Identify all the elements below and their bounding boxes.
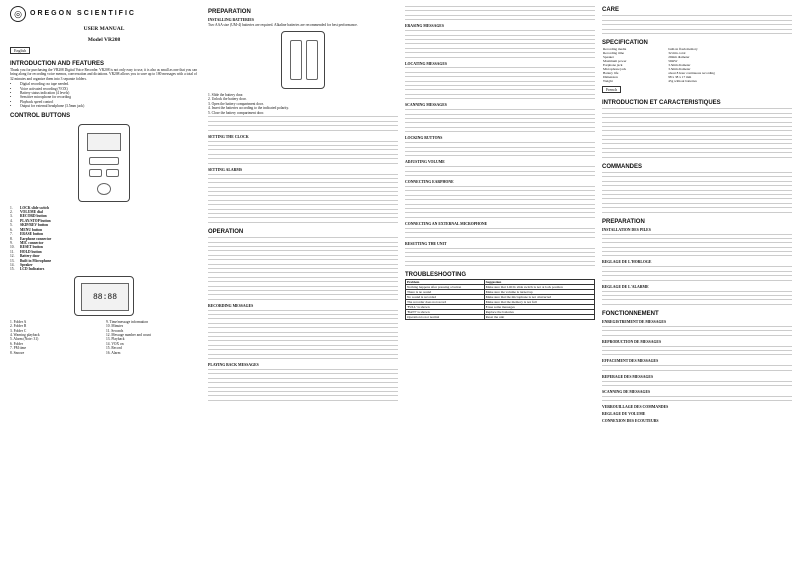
diagram-button xyxy=(89,157,119,165)
column-3 xyxy=(405,0,595,567)
fr-operation-heading: FONCTIONNEMENT xyxy=(602,310,659,317)
lock-heading: LOCKING BUTTONS xyxy=(405,136,443,141)
legend-item: 14. VOX on xyxy=(106,341,124,346)
legend-item: 6. Folder xyxy=(10,341,23,346)
list-item: 2. Unlock the battery door. xyxy=(208,97,247,102)
troubleshooting-table xyxy=(405,279,595,320)
table-row: Speaker 20mm diameter xyxy=(603,54,690,59)
locate-heading: LOCATING MESSAGES xyxy=(405,61,448,66)
fr-preparation-heading: PREPARATION xyxy=(602,218,645,225)
body-text-block xyxy=(208,174,398,225)
fr-earphone-heading: CONNEXION DES ECOUTEURS xyxy=(602,418,659,423)
body-text-block xyxy=(602,365,792,372)
playback-heading: PLAYING BACK MESSAGES xyxy=(208,362,259,367)
table-row: 'FULL' is shown Erase some messages xyxy=(406,305,595,310)
volume-heading: ADJUSTING VOLUME xyxy=(405,160,445,165)
list-item: 7. ERASE button xyxy=(10,232,44,237)
table-row: Weight 45g without batteries xyxy=(603,78,697,83)
table-header: Problem xyxy=(406,280,485,285)
fr-clock-heading: REGLAGE DE L'HORLOGE xyxy=(602,260,652,265)
body-text-block xyxy=(602,266,792,282)
lcd-legend xyxy=(10,320,198,355)
diagram-button xyxy=(89,169,102,177)
lcd-screen xyxy=(87,133,121,151)
language-badge-fr: French xyxy=(602,86,621,93)
fr-alarm-heading: REGLAGE DE L'ALARME xyxy=(602,284,649,289)
body-text-block xyxy=(208,310,398,361)
body-text-block xyxy=(405,67,595,101)
list-item: 6. MENU button xyxy=(10,227,43,232)
body-text-block xyxy=(405,30,595,59)
legend-item: 3. Folder C xyxy=(10,328,27,333)
fr-install-heading: INSTALLATION DES PILES xyxy=(602,227,651,232)
list-item: • Voice activated recording (VOX) xyxy=(10,86,68,91)
recording-heading: RECORDING MESSAGES xyxy=(208,303,254,308)
body-text-block xyxy=(405,6,595,22)
table-row: Microphone jack 3.5mm diameter xyxy=(603,66,691,71)
body-text-block xyxy=(405,248,595,269)
list-item: 8. Earphone connector xyxy=(10,236,52,241)
intro-text: Thank you for purchasing the VR208 Digital Voice Recorder. VR208 is not only easy to use, it is also as small as one that you can bring along for recording voice memos, conversation and dictations. VR208 allows you to save up to 180 messages with a total of 32 minutes and organize them into 3 separate folders. xyxy=(10,68,198,81)
table-row: Earphone jack 3.5mm diameter xyxy=(603,62,691,67)
list-item: 10. RESET button xyxy=(10,245,43,250)
legend-item: 12. Message number and count xyxy=(106,332,151,337)
body-text-block xyxy=(405,142,595,158)
clock-heading: SETTING THE CLOCK xyxy=(208,134,249,139)
list-item: 3. Open the battery compartment door. xyxy=(208,101,264,106)
fr-scan-heading: SCANNING DE MESSAGES xyxy=(602,390,651,395)
table-row: Maximum power 50mW xyxy=(603,58,678,63)
fr-intro-heading: INTRODUCTION ET CARACTERISTIQUES xyxy=(602,99,721,106)
brand-logo xyxy=(10,6,198,22)
fr-recording-heading: ENREGISTREMENT DE MESSAGES xyxy=(602,319,667,324)
body-text-block xyxy=(602,381,792,388)
list-item: 3. RECORD button xyxy=(10,214,47,219)
table-row: 'BATT' is shown Replace the batteries xyxy=(406,310,595,315)
list-item: 12. Battery door xyxy=(10,254,40,259)
legend-item: 11. Seconds xyxy=(106,328,124,333)
legend-item: 4. Warning playback xyxy=(10,332,40,337)
list-item: • Digital recording: no tape needed. xyxy=(10,82,69,87)
scan-heading: SCANNING MESSAGES xyxy=(405,103,447,108)
list-item: 5. Close the battery compartment door. xyxy=(208,110,264,115)
lcd-digits: 88:88 xyxy=(81,283,129,311)
legend-item: 13. Playback xyxy=(106,337,125,342)
list-item: • Output for external headphone (3.5mm jack) xyxy=(10,104,85,109)
recorder-front-diagram xyxy=(78,124,130,202)
body-text-block xyxy=(602,234,792,259)
control-list xyxy=(10,206,198,272)
list-item: 1. Slide the battery door. xyxy=(208,93,244,97)
column-1 xyxy=(10,0,198,567)
legend-item: 5. Alarm (Note: 31) xyxy=(10,337,39,342)
lcd-diagram xyxy=(74,276,134,316)
diagram-button xyxy=(106,169,119,177)
alarm-heading: SETTING ALARMS xyxy=(208,167,243,172)
table-header: Suggestion xyxy=(484,280,594,285)
body-text-block xyxy=(602,291,792,307)
table-row: Nothing happens after pressing a button Make sure that LOCK slide switch is not at lock position xyxy=(406,285,595,290)
fr-locate-heading: REPERAGE DES MESSAGES xyxy=(602,374,654,379)
legend-item: 10. Minutes xyxy=(106,324,124,329)
fr-volume-heading: REGLAGE DU VOLUME xyxy=(602,412,646,417)
globe-icon: ◎ xyxy=(10,6,26,22)
body-text-block xyxy=(602,172,792,215)
body-text-block xyxy=(602,346,792,358)
preparation-heading: PREPARATION xyxy=(208,9,251,15)
fr-playback-heading: REPRODUCTION DE MESSAGES xyxy=(602,339,662,344)
legend-item: 7. PM time xyxy=(10,346,27,351)
legend-item: 9. Time/message information xyxy=(106,319,149,324)
manual-title: USER MANUAL xyxy=(83,26,125,32)
list-item: 15. LCD Indicators xyxy=(10,267,45,272)
table-row: Recording media built-in flash memory xyxy=(603,46,698,51)
body-text-block xyxy=(208,237,398,301)
earphone-heading: CONNECTING EARPHONE xyxy=(405,180,454,185)
legend-item: 15. Record xyxy=(106,346,122,351)
battery-diagram xyxy=(281,31,325,89)
battery-cell xyxy=(306,40,318,80)
legend-item: 8. Snooze xyxy=(10,350,25,355)
list-item: • Battery status indication (4 levels) xyxy=(10,91,70,96)
feature-list xyxy=(10,82,198,108)
controls-heading: CONTROL BUTTONS xyxy=(10,112,71,119)
list-item: 5. SKIP/REV button xyxy=(10,223,48,228)
body-text-block xyxy=(602,108,792,159)
troubleshooting-heading: TROUBLESHOOTING xyxy=(405,272,466,279)
brand-name: OREGON SCIENTIFIC xyxy=(30,10,136,17)
table-row: Dimension 98 x 38 x 17 mm xyxy=(603,74,692,79)
table-row: No sound is recorded Make sure that the microphone is not obstructed xyxy=(406,295,595,300)
list-item: 14. Speaker xyxy=(10,262,33,267)
legend-item: 16. Alarm xyxy=(106,350,121,355)
fr-erase-heading: EFFACEMENT DES MESSAGES xyxy=(602,359,659,364)
language-badge-en: English xyxy=(10,47,30,54)
install-steps xyxy=(208,93,398,115)
body-text-block xyxy=(405,109,595,134)
legend-item: 1. Folder A xyxy=(10,319,27,324)
body-text-block xyxy=(208,369,398,403)
body-text-block xyxy=(208,141,398,166)
intro-heading: INTRODUCTION AND FEATURES xyxy=(10,61,104,67)
list-item: 9. MIC connector xyxy=(10,240,44,245)
install-text: Two AAA size (UM-4) batteries are required. Alkaline batteries are recommended for best performance. xyxy=(208,22,358,27)
body-text-block xyxy=(602,326,792,338)
install-heading: INSTALLING BATTERIES xyxy=(208,18,254,22)
microphone-heading: CONNECTING AN EXTERNAL MICROPHONE xyxy=(405,221,488,226)
table-row: There is no sound Make sure the volume is turned up xyxy=(406,290,595,295)
list-item: 13. Built in Microphone xyxy=(10,258,52,263)
care-heading: CARE xyxy=(602,7,620,13)
list-item: • Sensitive microphone for recording xyxy=(10,95,71,100)
legend-item: 2. Folder B xyxy=(10,324,27,329)
specification-heading: SPECIFICATION xyxy=(602,39,648,46)
column-4 xyxy=(602,0,792,567)
list-item: 2. VOLUME dial xyxy=(10,210,43,215)
fr-lock-heading: VERROUILLAGE DES COMMANDES xyxy=(602,405,669,410)
body-text-block xyxy=(602,15,792,36)
reset-heading: RESETTING THE UNIT xyxy=(405,241,447,246)
list-item: 4. PLAY/STOP button xyxy=(10,218,51,223)
body-text-block xyxy=(208,116,398,132)
table-row: Battery life about 8 hour continuous recording xyxy=(603,70,715,75)
model-name: Model VR208 xyxy=(87,37,121,43)
body-text-block xyxy=(405,166,595,178)
list-item: 11. HOLD button xyxy=(10,249,42,254)
column-2 xyxy=(208,0,398,567)
body-text-block xyxy=(405,228,595,240)
table-row: The recorder does not record Make sure that the memory is not full xyxy=(406,300,595,305)
table-row: Recording time 32 min. total xyxy=(603,50,686,55)
specification-table xyxy=(602,47,792,83)
list-item: • Playback speed control xyxy=(10,99,54,104)
operation-heading: OPERATION xyxy=(208,228,244,235)
commands-heading: COMMANDES xyxy=(602,163,642,170)
body-text-block xyxy=(405,186,595,220)
body-text-block xyxy=(602,396,792,403)
erase-heading: ERASING MESSAGES xyxy=(405,24,444,29)
table-row: Operation is not normal Reset the unit xyxy=(406,315,595,320)
list-item: 1. LOCK slide switch xyxy=(10,205,50,210)
speaker-grille xyxy=(97,183,111,195)
battery-cell xyxy=(290,40,302,80)
list-item: 4. Insert the batteries according to the indicated polarity. xyxy=(208,106,289,111)
